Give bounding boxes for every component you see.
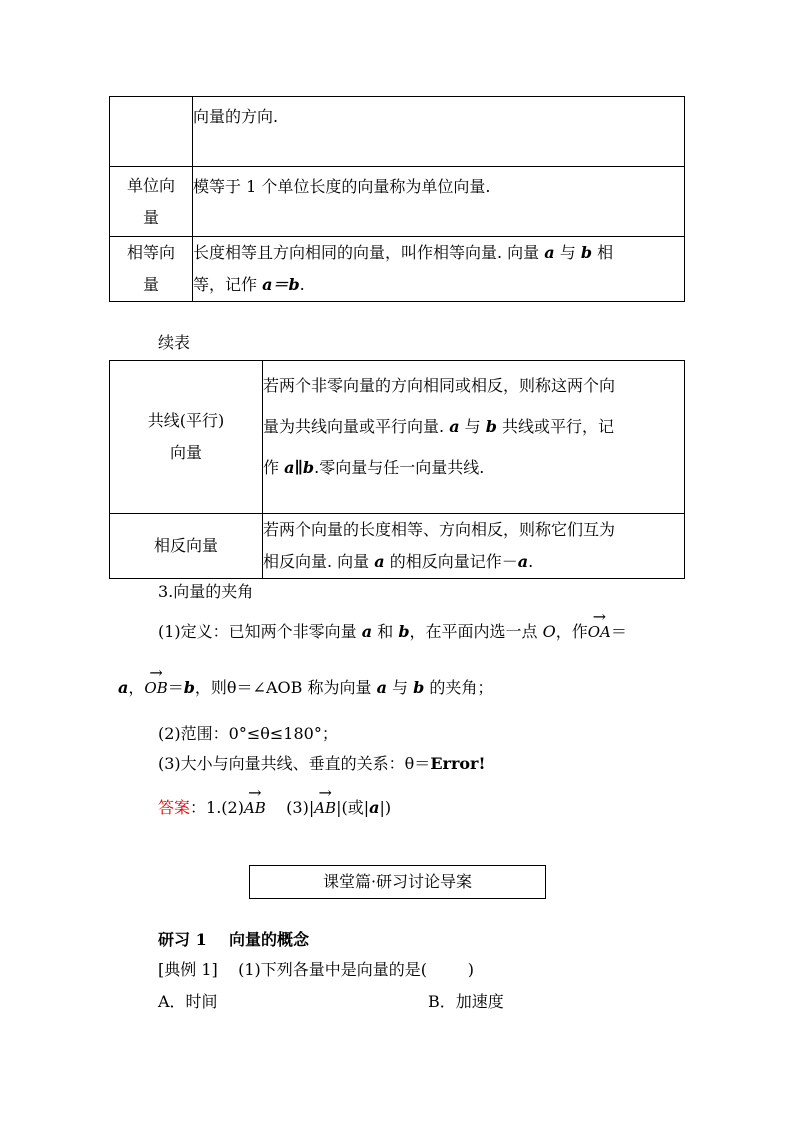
table1-row1-label (110, 97, 193, 167)
table2-row1-label: 共线(平行) 向量 (110, 361, 263, 514)
table1-row3-label: 相等向 量 (110, 237, 193, 302)
table2-row2-label: 相反向量 (110, 514, 263, 579)
angle-range: (2)范围：0°≤θ≤180°； (158, 724, 338, 743)
table2-row1-text: 若两个非零向量的方向相同或相反，则称这两个向 量为共线向量或平行向量. a 与 b 共线或平行，记 作 a∥b.零向量与任一向量共线. (263, 361, 685, 514)
answer-line: 答案：1.(2)→ AB (3)|→ AB|(或|a|) (158, 796, 391, 820)
option-b[interactable]: B．加速度 (428, 992, 504, 1011)
table2-row2-text: 若两个向量的长度相等、方向相反，则称它们互为 相反向量. 向量 a 的相反向量记作－a. (263, 514, 685, 579)
study-title: 研习 1 向量的概念 (158, 930, 309, 949)
angle-relation: (3)大小与向量共线、垂直的关系：θ＝Error! (158, 754, 486, 773)
table1-row1-text: 向量的方向. (193, 97, 685, 167)
option-a[interactable]: A．时间 (158, 992, 218, 1011)
table-vector-definitions (109, 96, 685, 302)
continued-label: 续表 (158, 333, 191, 352)
section-title-box: 课堂篇·研习讨论导案 (249, 865, 546, 899)
vector-AB-2: → AB (314, 796, 336, 820)
table1-row2-text: 模等于 1 个单位长度的向量称为单位向量. (193, 167, 685, 237)
table1-row3-text: 长度相等且方向相同的向量，叫作相等向量. 向量 a 与 b 相 等，记作 a＝b. (193, 237, 685, 302)
table1-row2-label: 单位向 量 (110, 167, 193, 237)
vector-OA: → OA (588, 620, 611, 644)
angle-heading: 3.向量的夹角 (158, 582, 254, 601)
angle-definition-line2: a，→ OB＝b，则θ＝∠AOB 称为向量 a 与 b 的夹角； (118, 676, 493, 700)
table-vector-definitions-continued (109, 360, 685, 579)
vector-AB: → AB (244, 796, 266, 820)
answer-label: 答案 (158, 798, 191, 817)
vector-OB: → OB (144, 676, 167, 700)
angle-definition-line1: (1)定义：已知两个非零向量 a 和 b，在平面内选一点 O，作→ OA＝ (158, 620, 627, 644)
example-question: [典例 1] (1)下列各量中是向量的是( ) (158, 960, 474, 979)
